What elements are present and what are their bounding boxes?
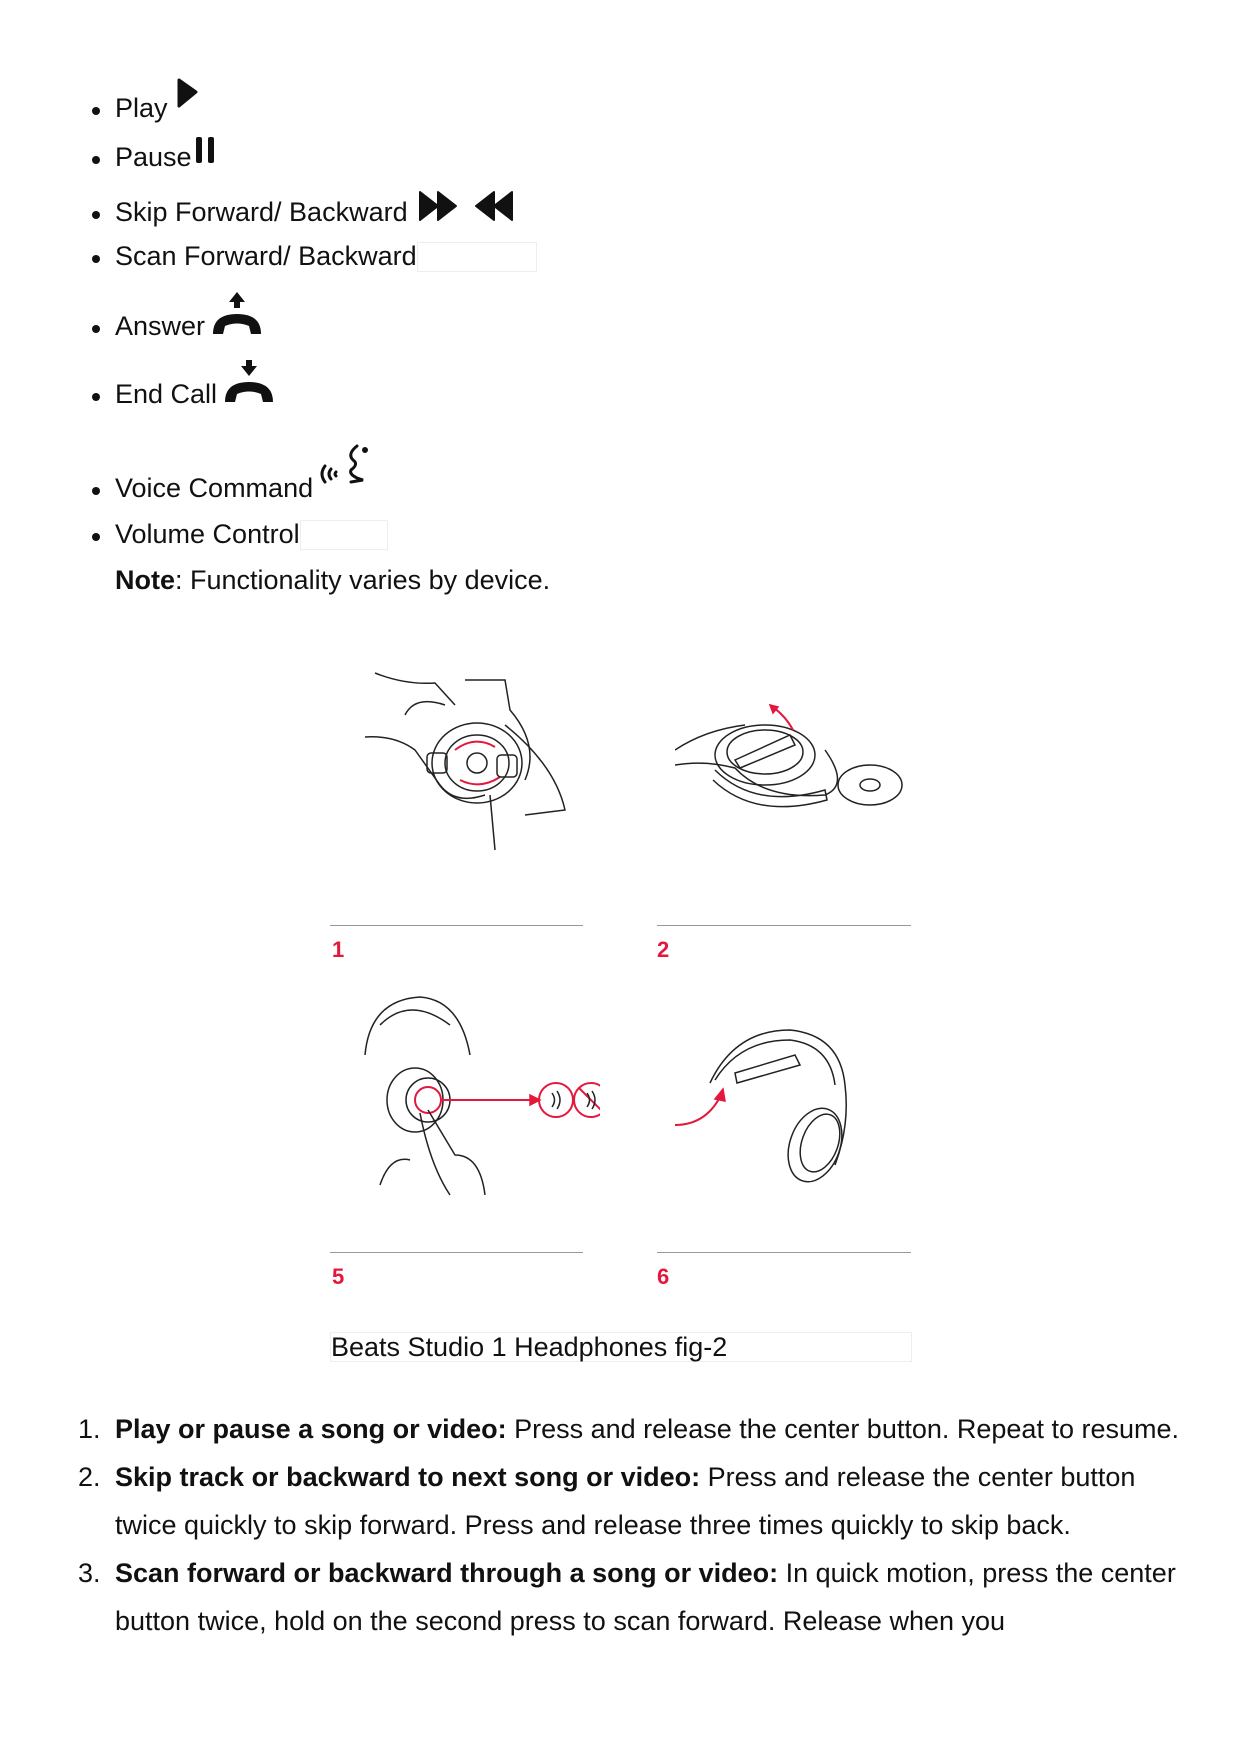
- control-label: Skip Forward/ Backward: [115, 197, 408, 227]
- illustration-panel-2: [675, 690, 905, 840]
- list-item-end-call: [92, 358, 277, 410]
- figure-headphones: [330, 650, 920, 1370]
- list-item: [0, 1549, 1180, 1645]
- skip-backward-icon: [474, 190, 516, 222]
- step-text: Press and release the center button. Repeat to resume.: [506, 1414, 1179, 1444]
- bullet: [92, 325, 100, 333]
- divider: [657, 925, 911, 926]
- control-label: Play: [115, 93, 168, 123]
- bullet: [92, 211, 100, 219]
- end-call-icon: [221, 358, 277, 410]
- step-title: Play or pause a song or video:: [115, 1414, 507, 1444]
- control-label: Answer: [115, 311, 206, 341]
- voice-command-icon: [317, 440, 377, 496]
- panel-number: 2: [657, 937, 670, 962]
- step-title: Scan forward or backward through a song or video:: [115, 1558, 779, 1588]
- bullet: [92, 533, 100, 541]
- figure-caption: Beats Studio 1 Headphones fig-2: [330, 1332, 912, 1362]
- list-item-skip: [92, 190, 516, 228]
- control-label: End Call: [115, 379, 218, 409]
- list-item-play: [92, 78, 200, 124]
- image-placeholder: [417, 242, 537, 272]
- play-icon: [176, 78, 200, 110]
- answer-call-icon: [209, 290, 265, 342]
- list-item: [0, 1453, 1180, 1549]
- list-item-volume: [92, 518, 388, 550]
- skip-forward-icon: [418, 190, 460, 222]
- control-label: Scan Forward/ Backward: [115, 241, 417, 271]
- step-number: 1.: [78, 1414, 101, 1444]
- note-label: Note: [115, 565, 175, 595]
- divider: [330, 1252, 583, 1253]
- illustration-panel-1: [365, 665, 595, 875]
- note-text: : Functionality varies by device.: [175, 565, 551, 595]
- list-item: [0, 1405, 1180, 1453]
- step-text: In quick motion, press the center button twice, hold on the second press to scan forward. Release when you: [115, 1558, 1176, 1636]
- bullet: [92, 107, 100, 115]
- pause-icon: [194, 135, 218, 165]
- divider: [330, 925, 583, 926]
- control-label: Volume Control: [115, 519, 300, 549]
- step-number: 2.: [78, 1462, 101, 1492]
- list-item-answer: [92, 290, 265, 342]
- illustration-panel-6: [675, 1025, 875, 1195]
- panel-number: 1: [332, 937, 345, 962]
- step-title: Skip track or backward to next song or video:: [115, 1462, 701, 1492]
- control-label: Voice Command: [115, 473, 314, 503]
- panel-number: 6: [657, 1264, 670, 1289]
- list-item-voice-command: [92, 440, 377, 504]
- bullet: [92, 487, 100, 495]
- illustration-panel-5: [360, 995, 600, 1205]
- bullet: [92, 393, 100, 401]
- panel-number: 5: [332, 1264, 345, 1289]
- note: [115, 565, 550, 596]
- list-item-scan: [92, 240, 537, 272]
- bullet: [92, 255, 100, 263]
- step-number: 3.: [78, 1558, 101, 1588]
- step-text: Press and release the center button twice quickly to skip forward. Press and release three times quickly to skip back.: [115, 1462, 1136, 1540]
- image-placeholder: [300, 520, 388, 550]
- list-item-pause: [92, 135, 218, 173]
- divider: [657, 1252, 911, 1253]
- control-label: Pause: [115, 142, 192, 172]
- bullet: [92, 156, 100, 164]
- instructions-list: [0, 1405, 1180, 1645]
